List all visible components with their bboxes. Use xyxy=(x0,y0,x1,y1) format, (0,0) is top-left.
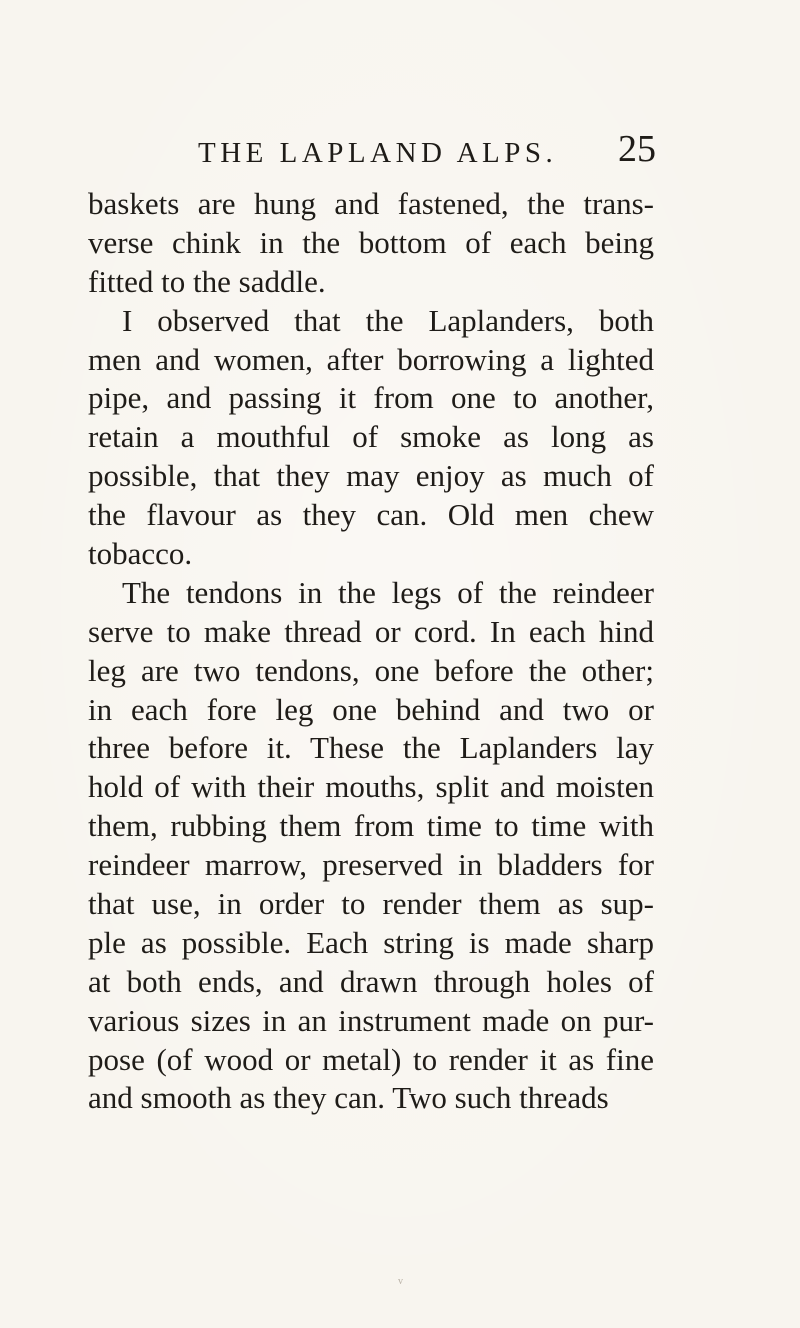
text-line: verse chink in the bottom of each being xyxy=(88,224,654,260)
text-line: tobacco. xyxy=(88,536,193,572)
body-text xyxy=(88,185,654,1118)
text-line: serve to make thread or cord. In each hind xyxy=(88,613,654,649)
text-line: the flavour as they can. Old men chew xyxy=(88,497,654,533)
text-line: that use, in order to render them as sup- xyxy=(88,886,654,922)
running-head-title: THE LAPLAND ALPS. xyxy=(198,137,558,169)
text-line: and smooth as they can. Two such threads xyxy=(88,1080,609,1116)
footer-mark: v xyxy=(398,1276,403,1287)
running-head xyxy=(90,128,656,175)
text-line: three before it. These the Laplanders lay xyxy=(88,730,654,766)
text-line: The tendons in the legs of the reindeer xyxy=(122,574,654,610)
text-line: retain a mouthful of smoke as long as xyxy=(88,419,654,455)
text-line: men and women, after borrowing a lighted xyxy=(88,341,654,377)
text-line: leg are two tendons, one before the other; xyxy=(88,652,654,688)
text-line: ple as possible. Each string is made sharp xyxy=(88,924,654,960)
text-line: baskets are hung and fastened, the trans- xyxy=(88,186,654,221)
page-number: 25 xyxy=(618,128,656,170)
text-line: pose (of wood or metal) to render it as fine xyxy=(88,1041,654,1077)
text-line: at both ends, and drawn through holes of xyxy=(88,963,654,999)
text-line: hold of with their mouths, split and moisten xyxy=(88,769,654,805)
text-line: in each fore leg one behind and two or xyxy=(88,691,654,727)
text-line: I observed that the Laplanders, both xyxy=(122,302,654,338)
text-line: possible, that they may enjoy as much of xyxy=(88,458,654,494)
text-line: reindeer marrow, preserved in bladders for xyxy=(88,847,654,883)
text-line: pipe, and passing it from one to another, xyxy=(88,380,654,416)
text-line: fitted to the saddle. xyxy=(88,263,326,299)
text-line: them, rubbing them from time to time with xyxy=(88,808,654,844)
text-line: various sizes in an instrument made on pur- xyxy=(88,1002,654,1038)
